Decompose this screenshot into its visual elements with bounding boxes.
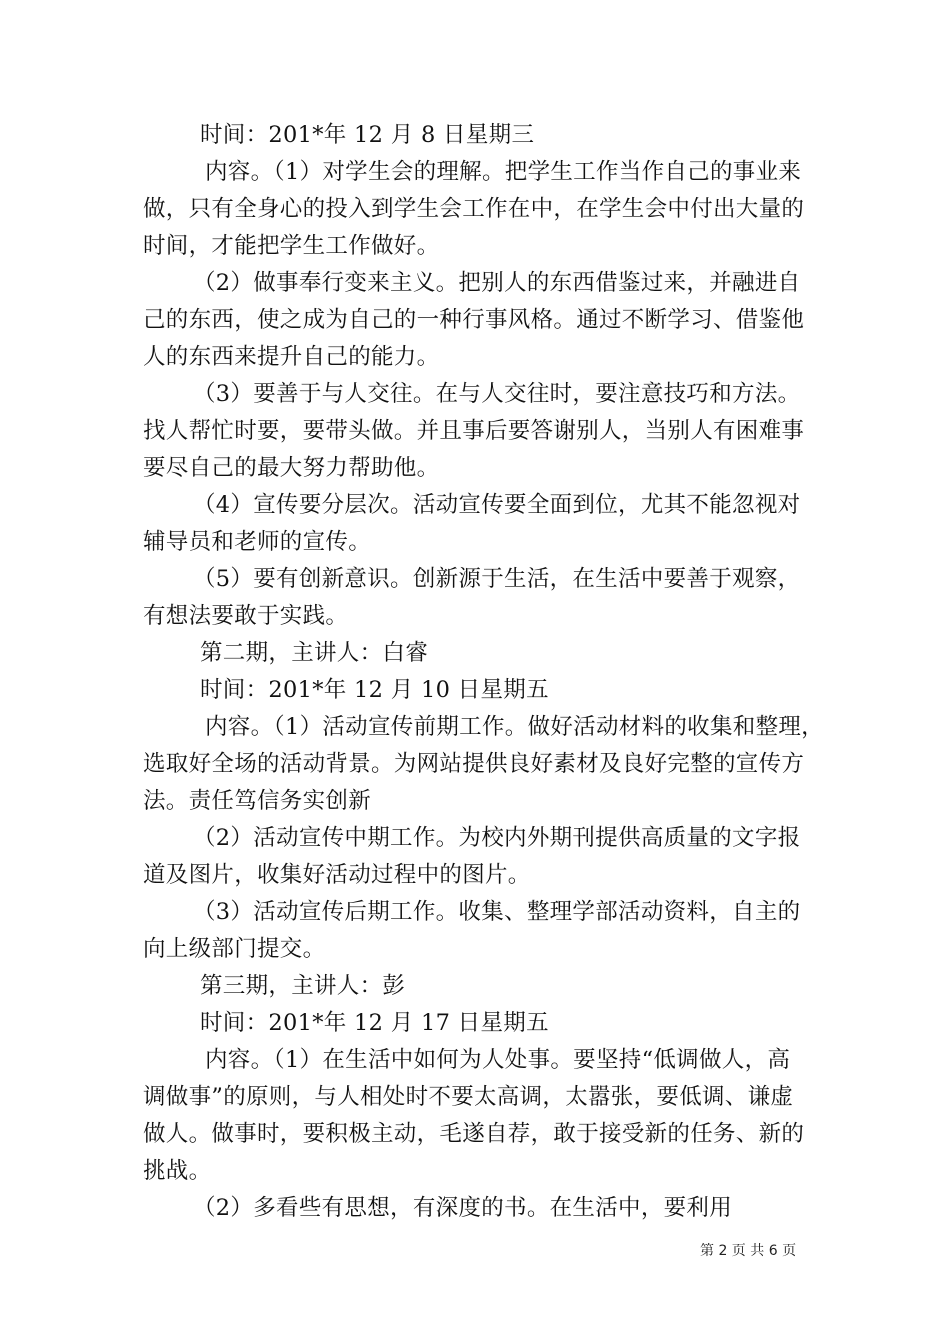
session2-content-2-line2: 道及图片，收集好活动过程中的图片。 [143, 862, 531, 888]
session1-content-2-line1: （2）做事奉行变来主义。把别人的东西借鉴过来，并融进自 [193, 270, 801, 296]
session1-content-4-line1: （4）宣传要分层次。活动宣传要全面到位，尤其不能忽视对 [193, 492, 801, 518]
session3-content-1-line1: 内容。（1）在生活中如何为人处事。要坚持“低调做人，高 [205, 1047, 791, 1073]
session3-content-1-line3: 做人。做事时，要积极主动，毛遂自荐，敢于接受新的任务、新的 [143, 1121, 805, 1147]
session1-time: 时间：201*年 12 月 8 日星期三 [200, 122, 535, 148]
session1-content-4-line2: 辅导员和老师的宣传。 [143, 529, 372, 555]
session1-content-2-line2: 己的东西，使之成为自己的一种行事风格。通过不断学习、借鉴他 [143, 307, 805, 333]
session2-content-3-line1: （3）活动宣传后期工作。收集、整理学部活动资料，自主的 [193, 899, 801, 925]
session3-heading: 第三期，主讲人：彭 [200, 973, 406, 999]
session1-content-5-line1: （5）要有创新意识。创新源于生活，在生活中要善于观察， [193, 566, 801, 592]
session3-content-2-line1: （2）多看些有思想，有深度的书。在生活中，要利用 [193, 1195, 733, 1221]
session1-content-3-line2: 找人帮忙时要，要带头做。并且事后要答谢别人，当别人有困难事 [143, 418, 805, 444]
session1-content-2-line3: 人的东西来提升自己的能力。 [143, 344, 440, 370]
page-number-footer: 第 2 页 共 6 页 [700, 1243, 797, 1259]
session2-content-1-line2: 选取好全场的活动背景。为网站提供良好素材及良好完整的宣传方 [143, 751, 805, 777]
document-body [143, 117, 824, 1227]
session1-content-3-line3: 要尽自己的最大努力帮助他。 [143, 455, 440, 481]
session2-time: 时间：201*年 12 月 10 日星期五 [200, 677, 549, 703]
session1-content-1-line3: 时间，才能把学生工作做好。 [143, 233, 440, 259]
session3-content-1-line2: 调做事”的原则，与人相处时不要太高调，太嚣张，要低调、谦虚 [143, 1084, 794, 1110]
session1-content-5-line2: 有想法要敢于实践。 [143, 603, 349, 629]
session2-content-1-line1: 内容。（1）活动宣传前期工作。做好活动材料的收集和整理， [205, 714, 824, 740]
session1-content-1-line1: 内容。（1）对学生会的理解。把学生工作当作自己的事业来 [205, 159, 802, 185]
session1-content-1-line2: 做，只有全身心的投入到学生会工作在中，在学生会中付出大量的 [143, 196, 805, 222]
session2-content-1-line3: 法。责任笃信务实创新 [143, 788, 372, 814]
session2-content-2-line1: （2）活动宣传中期工作。为校内外期刊提供高质量的文字报 [193, 825, 801, 851]
session2-content-3-line2: 向上级部门提交。 [143, 936, 326, 962]
session3-time: 时间：201*年 12 月 17 日星期五 [200, 1010, 549, 1036]
session1-content-3-line1: （3）要善于与人交往。在与人交往时，要注意技巧和方法。 [193, 381, 801, 407]
session2-heading: 第二期，主讲人：白睿 [200, 640, 429, 666]
session3-content-1-line4: 挑战。 [143, 1158, 212, 1184]
